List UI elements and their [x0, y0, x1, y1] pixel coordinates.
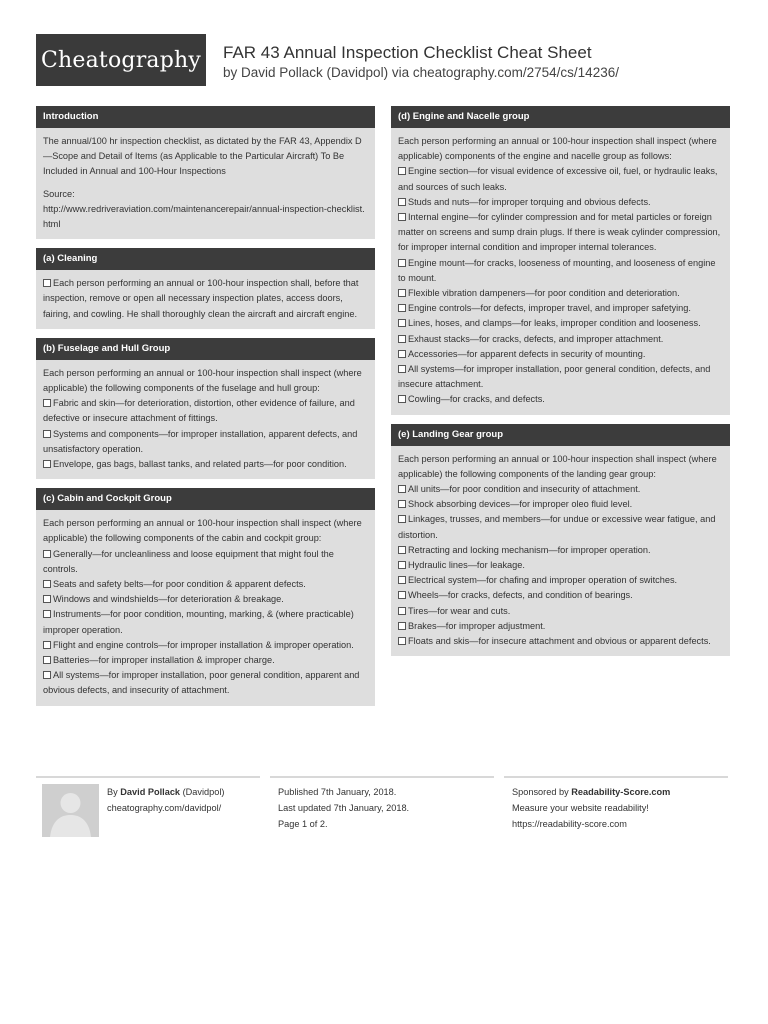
section-intro: Each person performing an annual or 100-hour inspection shall inspect (where applicable) the following components of the cabin and cockpit group: [43, 518, 362, 544]
checklist-item: Engine controls—for defects, improper travel, and improper safetying. [398, 301, 723, 316]
checkbox-icon[interactable] [43, 580, 51, 588]
sponsor-link[interactable]: https://readability-score.com [512, 819, 627, 829]
right-column [391, 106, 730, 665]
checkbox-icon[interactable] [43, 279, 51, 287]
checkbox-icon[interactable] [398, 319, 406, 327]
checkbox-icon[interactable] [398, 259, 406, 267]
checklist-item: Shock absorbing devices—for improper oleo fluid level. [398, 497, 723, 512]
checkbox-icon[interactable] [398, 561, 406, 569]
checkbox-icon[interactable] [398, 304, 406, 312]
checkbox-icon[interactable] [43, 460, 51, 468]
checklist-item: Electrical system—for chafing and improper operation of switches. [398, 573, 723, 588]
checklist-item: Studs and nuts—for improper torquing and obvious defects. [398, 195, 723, 210]
section-heading: (c) Cabin and Cockpit Group [36, 488, 375, 510]
checkbox-icon[interactable] [43, 595, 51, 603]
checklist-item: Tires—for wear and cuts. [398, 604, 723, 619]
checklist-item: Engine section—for visual evidence of excessive oil, fuel, or hydraulic leaks, and sources of such leaks. [398, 166, 718, 192]
updated-date: Last updated 7th January, 2018. [278, 803, 410, 813]
left-column [36, 106, 375, 715]
source-label: Source: [43, 188, 75, 199]
checklist-item: Exhaust stacks—for cracks, defects, and improper attachment. [398, 332, 723, 347]
checklist-item: Windows and windshields—for deterioration & breakage. [43, 592, 368, 607]
section-intro: Each person performing an annual or 100-hour inspection shall inspect (where applicable) components of the engine and nacelle group as follows: [398, 136, 717, 162]
checklist-item: Accessories—for apparent defects in security of mounting. [398, 347, 723, 362]
checkbox-icon[interactable] [398, 289, 406, 297]
checklist-item: Engine mount—for cracks, looseness of mounting, and looseness of engine to mount. [398, 257, 716, 283]
checklist-item: Seats and safety belts—for poor condition & apparent defects. [43, 577, 368, 592]
checkbox-icon[interactable] [398, 395, 406, 403]
source-link[interactable]: http://www.redriveraviation.com/maintenancerepair/annual-inspection-checklist.html [43, 203, 365, 230]
checklist-item: Retracting and locking mechanism—for improper operation. [398, 543, 723, 558]
checklist-item: Envelope, gas bags, ballast tanks, and related parts—for poor condition. [43, 457, 368, 472]
footer-divider [270, 776, 494, 778]
checklist-item: Instruments—for poor condition, mounting, marking, & (where practicable) improper operation. [43, 609, 354, 635]
checklist-item: All systems—for improper installation, poor general condition, defects, and insecure attachment. [398, 364, 711, 390]
checkbox-icon[interactable] [398, 350, 406, 358]
page-subtitle: by David Pollack (Davidpol) via cheatography.com/2754/cs/14236/ [223, 65, 619, 80]
checklist-item: All systems—for improper installation, poor general condition, apparent and obvious defects, and insecurity of attachment. [43, 670, 360, 696]
section-fuselage-hull [36, 338, 375, 479]
page-number: Page 1 of 2. [278, 819, 328, 829]
section-intro: Each person performing an annual or 100-hour inspection shall inspect (where applicable) the following components of the fuselage and hull group: [43, 367, 362, 394]
checkbox-icon[interactable] [43, 671, 51, 679]
checklist-item: Lines, hoses, and clamps—for leaks, improper condition and looseness. [398, 316, 723, 331]
checklist-item: Flexible vibration dampeners—for poor condition and deterioration. [398, 286, 723, 301]
section-heading: Introduction [36, 106, 375, 128]
checkbox-icon[interactable] [398, 576, 406, 584]
published-date: Published 7th January, 2018. [278, 787, 397, 797]
footer-publication [278, 784, 409, 832]
checkbox-icon[interactable] [398, 622, 406, 630]
checkbox-icon[interactable] [43, 550, 51, 558]
checklist-item: Floats and skis—for insecure attachment and obvious or apparent defects. [398, 634, 723, 649]
checkbox-icon[interactable] [398, 637, 406, 645]
section-heading: (d) Engine and Nacelle group [391, 106, 730, 128]
sponsor-name[interactable]: Readability-Score.com [571, 787, 671, 797]
footer-sponsor: Sponsored by Readability-Score.com Measure your website readability! https://readability-score.com [512, 784, 670, 832]
section-cleaning [36, 248, 375, 329]
section-heading: (a) Cleaning [36, 248, 375, 270]
author-link[interactable]: cheatography.com/davidpol/ [107, 803, 222, 813]
footer-divider [504, 776, 728, 778]
page-title: FAR 43 Annual Inspection Checklist Cheat Sheet [223, 43, 592, 62]
checklist-item: Cowling—for cracks, and defects. [398, 392, 723, 407]
checklist-item: Generally—for uncleanliness and loose equipment that might foul the controls. [43, 548, 334, 574]
checkbox-icon[interactable] [398, 607, 406, 615]
checklist-item: Brakes—for improper adjustment. [398, 619, 723, 634]
section-engine-nacelle [391, 106, 730, 415]
cheatography-logo[interactable]: Cheatography [36, 34, 206, 86]
checklist-item: Internal engine—for cylinder compression and for metal particles or foreign matter on screens and sump drain plugs. If there is weak cylinder compression, for improper internal condition and improper internal tolerances. [398, 212, 721, 253]
section-intro: Each person performing an annual or 100-hour inspection shall inspect (where applicable) the following components of the landing gear group: [398, 453, 717, 479]
checklist-item: Wheels—for cracks, defects, and condition of bearings. [398, 588, 723, 603]
checkbox-icon[interactable] [398, 485, 406, 493]
checkbox-icon[interactable] [398, 546, 406, 554]
checkbox-icon[interactable] [398, 198, 406, 206]
author-name[interactable]: David Pollack [120, 787, 181, 797]
checklist-item: Flight and engine controls—for improper installation & improper operation. [43, 638, 368, 653]
sponsor-tagline: Measure your website readability! [512, 803, 649, 813]
avatar[interactable] [42, 784, 99, 837]
intro-text: The annual/100 hr inspection checklist, as dictated by the FAR 43, Appendix D —Scope and Detail of Items (as Applicable to the Particular Aircraft) To Be Included in Annual and 100-Hour Inspections [43, 136, 362, 177]
section-cabin-cockpit [36, 488, 375, 705]
checkbox-icon[interactable] [398, 365, 406, 373]
checkbox-icon[interactable] [43, 641, 51, 649]
checkbox-icon[interactable] [398, 500, 406, 508]
checkbox-icon[interactable] [43, 610, 51, 618]
section-heading: (b) Fuselage and Hull Group [36, 338, 375, 360]
checklist-item: Each person performing an annual or 100-hour inspection shall, before that inspection, remove or open all necessary inspection plates, access doors, fairing, and cowling. He shall thoroughly clean the aircraft and aircraft engine. [43, 278, 359, 319]
checkbox-icon[interactable] [398, 167, 406, 175]
checkbox-icon[interactable] [398, 515, 406, 523]
checkbox-icon[interactable] [398, 213, 406, 221]
checkbox-icon[interactable] [43, 656, 51, 664]
checklist-item: Fabric and skin—for deterioration, distortion, other evidence of failure, and defective or insecure attachment of fittings. [43, 398, 355, 424]
section-heading: (e) Landing Gear group [391, 424, 730, 446]
checkbox-icon[interactable] [398, 591, 406, 599]
section-landing-gear [391, 424, 730, 657]
checklist-item: Batteries—for improper installation & improper charge. [43, 653, 368, 668]
checklist-item: Linkages, trusses, and members—for undue or excessive wear fatigue, and distortion. [398, 514, 716, 540]
checklist-item: All units—for poor condition and insecurity of attachment. [398, 482, 723, 497]
checkbox-icon[interactable] [398, 335, 406, 343]
checklist-item: Hydraulic lines—for leakage. [398, 558, 723, 573]
footer-author: By David Pollack (Davidpol) cheatography.com/davidpol/ [107, 784, 224, 816]
footer-divider [36, 776, 260, 778]
checkbox-icon[interactable] [43, 430, 51, 438]
section-introduction [36, 106, 375, 239]
checklist-item: Systems and components—for improper installation, apparent defects, and unsatisfactory operation. [43, 428, 358, 454]
checkbox-icon[interactable] [43, 399, 51, 407]
